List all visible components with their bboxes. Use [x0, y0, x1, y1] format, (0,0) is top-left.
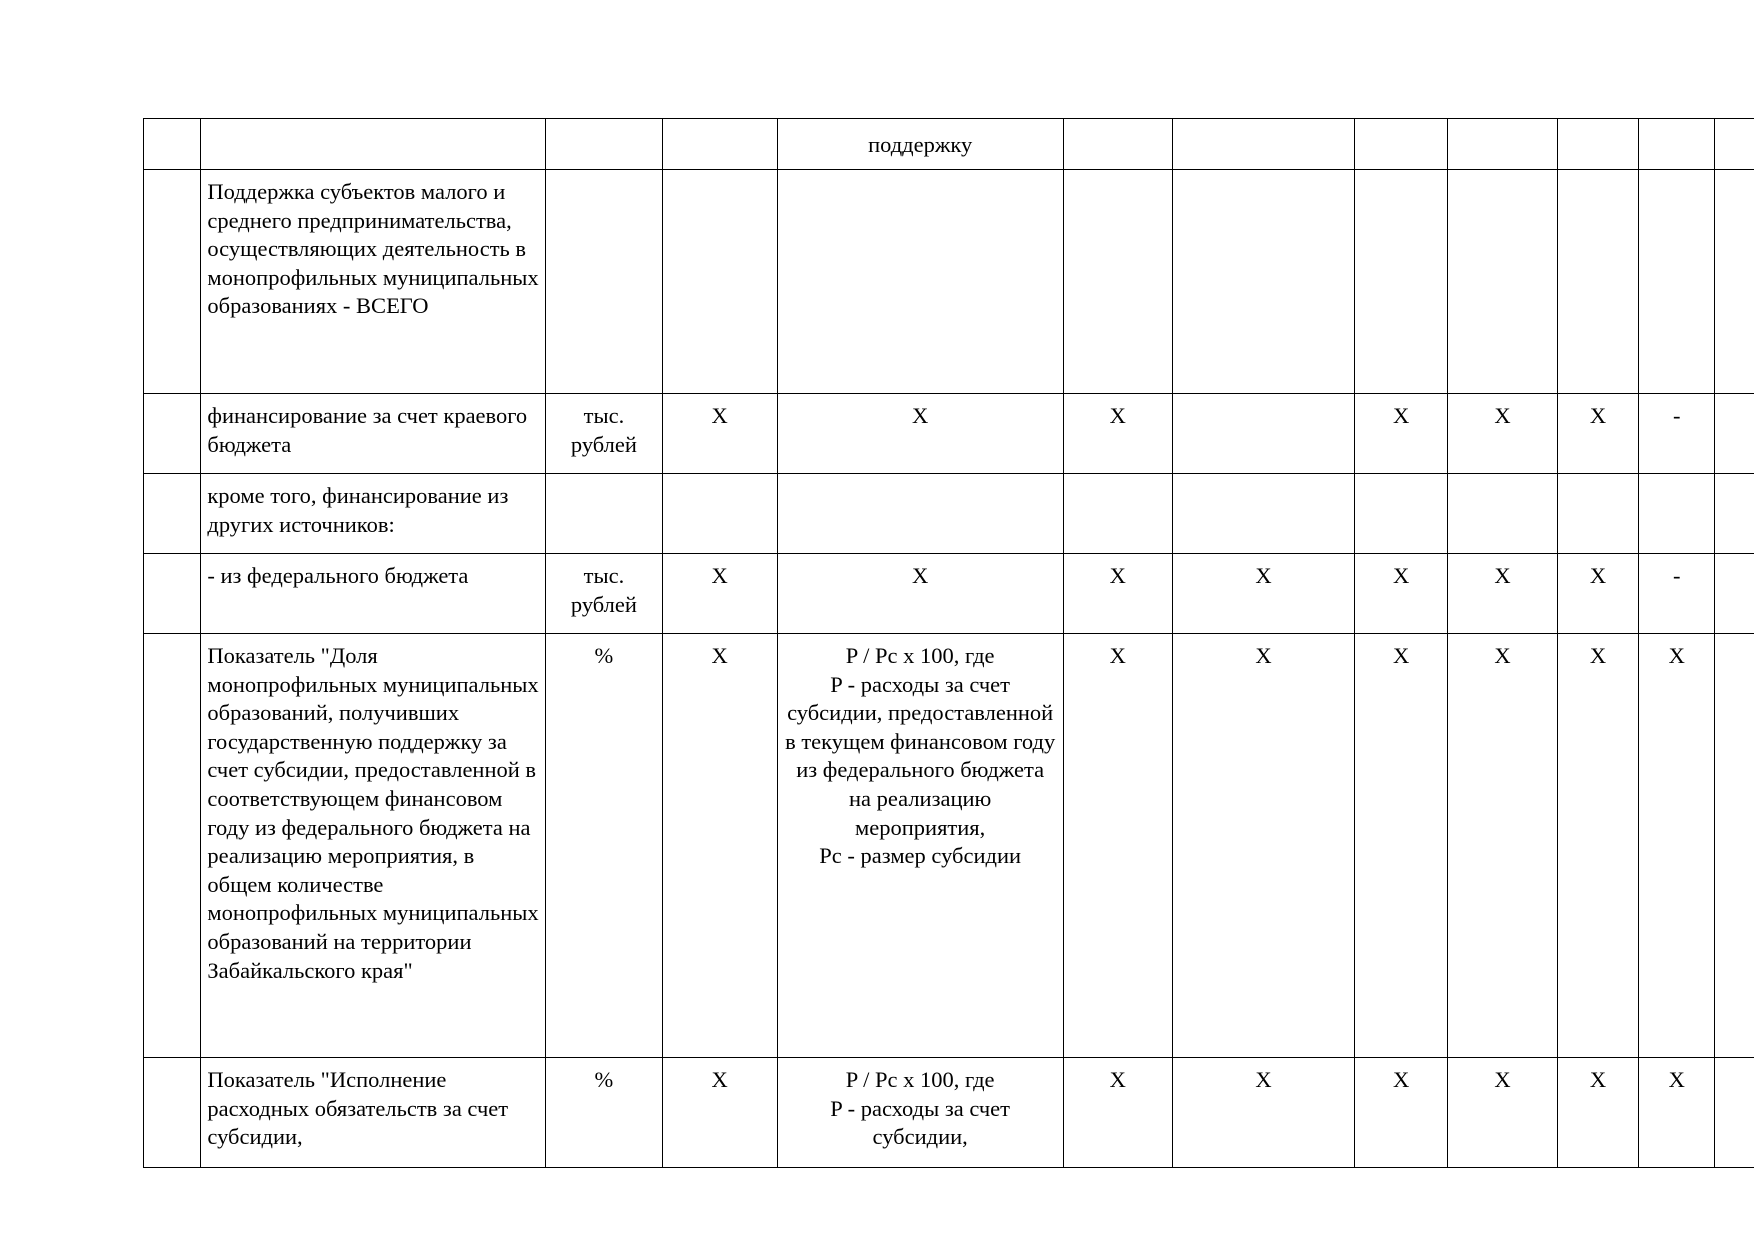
table-cell: поддержку: [777, 119, 1063, 170]
table-cell: [1172, 170, 1354, 394]
table-cell: [1063, 119, 1172, 170]
table-cell: [1557, 170, 1638, 394]
table-cell: Поддержка субъектов малого и среднего предпринимательства, осуществляющих деятельность в монопрофильных муниципальных образованиях - ВСЕГО: [201, 170, 546, 394]
table-cell: %: [546, 1058, 663, 1168]
table-cell: X: [1063, 394, 1172, 474]
table-cell: [1715, 474, 1754, 554]
table-cell: [662, 119, 777, 170]
table-cell: - из федерального бюджета: [201, 554, 546, 634]
table-cell: [144, 474, 201, 554]
table-cell: X: [662, 554, 777, 634]
table-cell: X: [662, 394, 777, 474]
table-cell: X: [777, 394, 1063, 474]
table-cell: X: [662, 634, 777, 1058]
table-cell: X: [1557, 1058, 1638, 1168]
table-cell: X: [1557, 394, 1638, 474]
table-cell: [1639, 170, 1715, 394]
table-cell: [1355, 170, 1448, 394]
table-cell: кроме того, финансирование из других источников:: [201, 474, 546, 554]
table-cell: X: [1447, 1058, 1557, 1168]
table-row: [144, 394, 1754, 474]
table-cell: X: [1355, 394, 1448, 474]
table-cell: [201, 119, 546, 170]
table-cell: [144, 634, 201, 1058]
table-cell: [1172, 119, 1354, 170]
table-cell: [1715, 1058, 1754, 1168]
table-cell: [1447, 170, 1557, 394]
table-row: [144, 634, 1754, 1058]
table-cell: [546, 119, 663, 170]
table-cell: -: [1639, 554, 1715, 634]
table-cell: [1355, 119, 1448, 170]
table-cell: X: [1447, 554, 1557, 634]
table-cell: [144, 119, 201, 170]
table-cell: [1715, 394, 1754, 474]
table-cell: %: [546, 634, 663, 1058]
table-cell: X: [1172, 1058, 1354, 1168]
table-cell: [546, 474, 663, 554]
table-cell: X: [777, 554, 1063, 634]
indicator-table: [143, 118, 1754, 1168]
formula-cell: P / Pc x 100, где P - расходы за счет субсидии, предоставленной в текущем финансовом году из федерального бюджета на реализацию мероприятия, Pc - размер субсидии: [777, 634, 1063, 1058]
table-cell: X: [1063, 554, 1172, 634]
table-row: [144, 1058, 1754, 1168]
table-row: [144, 119, 1754, 170]
table-row: [144, 170, 1754, 394]
table-cell: [1639, 119, 1715, 170]
table-cell: X: [1557, 554, 1638, 634]
table-cell: [1639, 474, 1715, 554]
table-cell: X: [1639, 634, 1715, 1058]
table-cell: финансирование за счет краевого бюджета: [201, 394, 546, 474]
table-cell: [1447, 119, 1557, 170]
table-cell: X: [1063, 1058, 1172, 1168]
table-cell: [144, 1058, 201, 1168]
table-cell: -: [1639, 394, 1715, 474]
table-cell: [1447, 474, 1557, 554]
table-cell: [1063, 474, 1172, 554]
table-cell: X: [1557, 634, 1638, 1058]
table-cell: [1715, 119, 1754, 170]
table-cell: Показатель "Доля монопрофильных муниципальных образований, получивших государственную поддержку за счет субсидии, предоставленной в соответствующем финансовом году из федерального бюджета на реализацию мероприятия, в общем количестве монопрофильных муниципальных образований на территории Забайкальского края": [201, 634, 546, 1058]
table-cell: [144, 554, 201, 634]
table-cell: [1715, 554, 1754, 634]
table-cell: [1172, 474, 1354, 554]
table-cell: X: [1355, 554, 1448, 634]
table-cell: [1172, 394, 1354, 474]
formula-cell: P / Pc x 100, где P - расходы за счет субсидии,: [777, 1058, 1063, 1168]
table-cell: тыс. рублей: [546, 554, 663, 634]
table-cell: [1557, 474, 1638, 554]
table-cell: X: [1355, 1058, 1448, 1168]
table-cell: [1715, 170, 1754, 394]
table-cell: Показатель "Исполнение расходных обязательств за счет субсидии,: [201, 1058, 546, 1168]
table-cell: X: [1447, 634, 1557, 1058]
table-cell: [144, 170, 201, 394]
table-cell: X: [662, 1058, 777, 1168]
table-cell: [546, 170, 663, 394]
table-cell: X: [1447, 394, 1557, 474]
table-cell: [144, 394, 201, 474]
table-cell: X: [1355, 634, 1448, 1058]
table-cell: [1355, 474, 1448, 554]
table-cell: тыс. рублей: [546, 394, 663, 474]
table-cell: [662, 474, 777, 554]
table-cell: X: [1063, 634, 1172, 1058]
table-row: [144, 474, 1754, 554]
table-cell: [662, 170, 777, 394]
table-cell: X: [1172, 554, 1354, 634]
table-cell: [1557, 119, 1638, 170]
table-cell: [777, 170, 1063, 394]
table-row: [144, 554, 1754, 634]
table-cell: X: [1639, 1058, 1715, 1168]
table-cell: [1715, 634, 1754, 1058]
table-cell: [1063, 170, 1172, 394]
table-cell: X: [1172, 634, 1354, 1058]
table-cell: [777, 474, 1063, 554]
